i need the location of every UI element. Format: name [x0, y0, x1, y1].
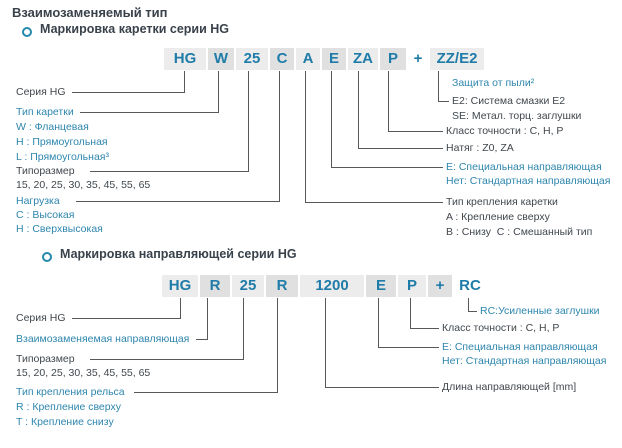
code-block-rail-e: E: [366, 275, 396, 297]
label-series: Серия HG: [16, 312, 66, 324]
code-block-plus: +: [413, 50, 423, 67]
code-block-accuracy: P: [380, 48, 406, 70]
code-block-dust: ZZ/E2: [430, 48, 484, 70]
connector-mount: [305, 71, 443, 203]
label-interch: Взаимозаменяемая направляющая: [16, 333, 190, 345]
label-dust-title: Защита от пыли²: [452, 77, 535, 89]
label-type-h: H : Прямоугольная: [16, 136, 108, 148]
page-title: Взаимозаменяемый тип: [12, 5, 168, 20]
code-block-load: C: [270, 48, 294, 70]
code-block-preload: ZA: [348, 48, 378, 70]
label-rc: RC:Усиленные заглушки: [480, 305, 600, 317]
connector-accuracy: [410, 298, 439, 329]
code-block-rc: RC: [459, 277, 481, 294]
bullet-icon: [22, 27, 32, 37]
label-accuracy: Класс точности : C, H, P: [446, 125, 564, 137]
code-block-series: HG: [164, 48, 206, 70]
label-mount-title: Тип крепления рельса: [16, 386, 125, 398]
label-size-values: 15, 20, 25, 30, 35, 45, 55, 65: [16, 367, 151, 379]
connector-rc: [468, 298, 477, 312]
label-accuracy: Класс точности : C, H, P: [442, 322, 560, 334]
code-block-length: 1200: [300, 275, 364, 297]
label-series: Серия HG: [16, 86, 66, 98]
label-dust-e2: E2: Система смазки E2: [452, 95, 566, 107]
label-type-l: L : Прямоугольная³: [16, 151, 109, 163]
code-block-size: 25: [232, 275, 264, 297]
label-rail-none: Нет: Стандартная направляющая: [446, 175, 611, 187]
label-size-title: Типоразмер: [16, 165, 75, 177]
label-preload: Натяг : Z0, ZA: [446, 142, 514, 154]
code-block-size: 25: [236, 48, 268, 70]
section-heading-rail: Маркировка направляющей серии HG: [60, 247, 297, 261]
label-size-values: 15, 20, 25, 30, 35, 45, 55, 65: [16, 179, 151, 191]
code-block-accuracy: P: [398, 275, 426, 297]
label-rail-e: E: Специальная направляющая: [442, 341, 598, 353]
label-rail-e: E: Специальная направляющая: [446, 161, 602, 173]
section-heading-carriage: Маркировка каретки серии HG: [40, 22, 230, 36]
label-type-title: Тип каретки: [16, 106, 74, 118]
label-size-title: Типоразмер: [16, 353, 75, 365]
code-block-mount: A: [296, 48, 320, 70]
label-load-c: C : Высокая: [16, 209, 75, 221]
code-block-interch: R: [200, 275, 230, 297]
code-block-type: W: [208, 48, 234, 70]
label-load-title: Нагрузка: [16, 195, 60, 207]
label-mount-bc: B : Снизу C : Смешанный тип: [446, 226, 593, 238]
label-mount-t: T : Крепление снизу: [16, 416, 114, 428]
label-rail-none: Нет: Стандартная направляющая: [442, 355, 607, 367]
label-load-h: H : Сверхвысокая: [16, 223, 103, 235]
code-block-plus: +: [428, 275, 452, 297]
bullet-icon: [42, 252, 52, 262]
label-dust-se: SE: Метал. торц. заглушки: [452, 110, 582, 122]
label-length: Длина направляющей [mm]: [442, 381, 577, 393]
label-type-w: W : Фланцевая: [16, 121, 89, 133]
code-block-rail-e: E: [322, 48, 346, 70]
code-block-mount: R: [266, 275, 298, 297]
label-mount-a: A : Крепление сверху: [446, 211, 550, 223]
label-mount-title: Тип крепления каретки: [446, 196, 558, 208]
label-mount-r: R : Крепление сверху: [16, 401, 121, 413]
code-block-series: HG: [162, 275, 198, 297]
